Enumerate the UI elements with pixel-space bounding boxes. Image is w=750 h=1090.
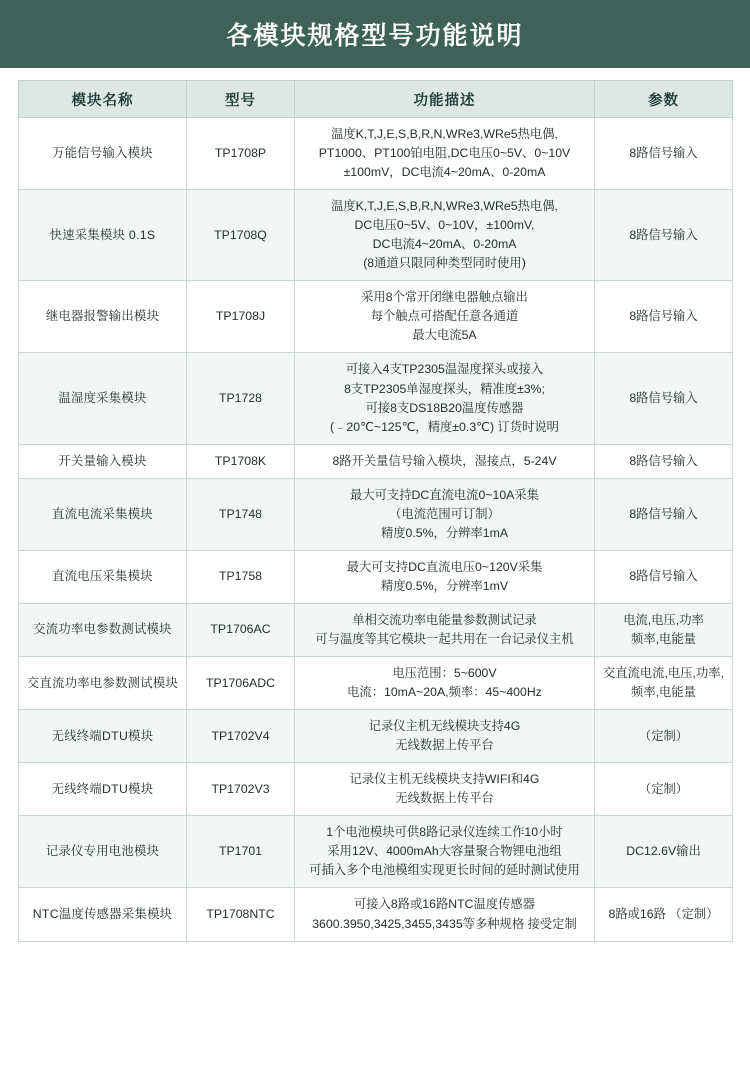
cell-module-name: 直流电流采集模块: [19, 478, 187, 550]
parameter-line: 8路信号输入: [629, 309, 698, 324]
parameter-line: （定制）: [638, 781, 689, 796]
cell-parameter: [595, 888, 733, 941]
cell-parameter: [595, 763, 733, 816]
cell-model: TP1706AC: [187, 603, 295, 656]
table-row: [19, 710, 733, 763]
cell-model: TP1706ADC: [187, 657, 295, 710]
cell-function-description: [295, 281, 595, 353]
cell-function-description: [295, 816, 595, 888]
cell-module-name: 快速采集模块 0.1S: [19, 190, 187, 281]
parameter-line: 频率,电能量: [631, 685, 696, 700]
cell-function-description: [295, 603, 595, 656]
function-line: 采用12V、4000mAh大容量聚合物锂电池组: [327, 844, 562, 859]
function-line: PT1000、PT100铂电阻,DC电压0~5V、0~10V: [318, 146, 571, 161]
page-title: 各模块规格型号功能说明: [226, 22, 524, 50]
cell-module-name: 无线终端DTU模块: [19, 763, 187, 816]
cell-function-description: [295, 353, 595, 444]
cell-function-description: [295, 710, 595, 763]
cell-module-name: 交流功率电参数测试模块: [19, 603, 187, 656]
spec-table-container: [0, 68, 750, 950]
page-banner: [0, 0, 750, 68]
function-line: 精度0.5%，分辨率1mA: [380, 525, 509, 540]
function-line: 可接入4支TP2305温湿度探头或接入: [345, 362, 544, 377]
table-header-row: [19, 81, 733, 118]
column-header-parameter: 参数: [595, 81, 733, 118]
cell-model: TP1708Q: [187, 190, 295, 281]
function-line: 每个触点可搭配任意各通道: [370, 309, 519, 324]
cell-parameter: [595, 190, 733, 281]
function-line: DC电流4~20mA、0-20mA: [372, 237, 517, 252]
cell-parameter: [595, 550, 733, 603]
cell-model: TP1702V3: [187, 763, 295, 816]
cell-function-description: [295, 444, 595, 478]
cell-model: TP1748: [187, 478, 295, 550]
cell-module-name: 继电器报警输出模块: [19, 281, 187, 353]
cell-module-name: 万能信号输入模块: [19, 118, 187, 190]
function-line: （电流范围可订制）: [389, 506, 500, 521]
function-line: 可与温度等其它模块一起共用在一台记录仪主机: [315, 631, 574, 646]
function-line: 无线数据上传平台: [395, 791, 494, 806]
parameter-line: 8路信号输入: [629, 453, 698, 468]
table-row: [19, 444, 733, 478]
function-line: 采用8个常开闭继电器触点输出: [361, 290, 528, 305]
function-line: 1个电池模块可供8路记录仪连续工作10小时: [326, 825, 563, 840]
cell-model: TP1708NTC: [187, 888, 295, 941]
function-line: 温度K,T,J,E,S,B,R,N,WRe3,WRe5热电偶,: [331, 199, 558, 214]
table-row: [19, 478, 733, 550]
function-line: 可接8支DS18B20温度传感器: [365, 400, 524, 415]
function-line: ±100mV，DC电流4~20mA、0-20mA: [343, 165, 546, 180]
cell-module-name: 开关量输入模块: [19, 444, 187, 478]
parameter-line: 8路信号输入: [629, 391, 698, 406]
cell-model: TP1702V4: [187, 710, 295, 763]
parameter-line: 8路信号输入: [629, 569, 698, 584]
function-line: 最大可支持DC直流电压0~120V采集: [346, 559, 543, 574]
cell-function-description: [295, 888, 595, 941]
function-line: 8路开关量信号输入模块，湿接点，5-24V: [332, 453, 557, 468]
function-line: 单相交流功率电能量参数测试记录: [352, 612, 537, 627]
table-row: [19, 603, 733, 656]
function-line: 精度0.5%，分辨率1mV: [380, 578, 509, 593]
cell-function-description: [295, 190, 595, 281]
parameter-line: DC12.6V输出: [626, 844, 701, 859]
parameter-line: 8路或16路 （定制）: [608, 906, 719, 921]
function-line: 无线数据上传平台: [395, 738, 494, 753]
table-row: [19, 657, 733, 710]
cell-function-description: [295, 478, 595, 550]
table-row: [19, 353, 733, 444]
cell-parameter: [595, 444, 733, 478]
function-line: 8支TP2305单湿度探头，精准度±3%;: [344, 381, 545, 396]
cell-model: TP1708J: [187, 281, 295, 353]
function-line: 可接入8路或16路NTC温度传感器: [353, 897, 536, 912]
table-row: [19, 816, 733, 888]
cell-function-description: [295, 118, 595, 190]
cell-module-name: NTC温度传感器采集模块: [19, 888, 187, 941]
table-row: [19, 190, 733, 281]
function-line: 3600.3950,3425,3455,3435等多种规格 接受定制: [312, 916, 577, 931]
column-header-module-name: 模块名称: [19, 81, 187, 118]
table-row: [19, 550, 733, 603]
cell-model: TP1758: [187, 550, 295, 603]
cell-model: TP1708K: [187, 444, 295, 478]
cell-parameter: [595, 281, 733, 353]
cell-function-description: [295, 550, 595, 603]
table-body: [19, 118, 733, 942]
cell-parameter: [595, 478, 733, 550]
cell-model: TP1701: [187, 816, 295, 888]
cell-module-name: 温湿度采集模块: [19, 353, 187, 444]
cell-model: TP1728: [187, 353, 295, 444]
cell-module-name: 直流电压采集模块: [19, 550, 187, 603]
parameter-line: 8路信号输入: [629, 146, 698, 161]
cell-parameter: [595, 657, 733, 710]
parameter-line: 频率,电能量: [631, 631, 696, 646]
function-line: 记录仪主机无线模块支持4G: [368, 719, 521, 734]
cell-parameter: [595, 603, 733, 656]
parameter-line: 8路信号输入: [629, 506, 698, 521]
function-line: 最大可支持DC直流电流0~10A采集: [350, 487, 539, 502]
cell-function-description: [295, 657, 595, 710]
cell-parameter: [595, 816, 733, 888]
function-line: (﹣20℃~125℃，精度±0.3℃) 订货时说明: [330, 419, 559, 434]
cell-parameter: [595, 118, 733, 190]
function-line: 记录仪主机无线模块支持WIFI和4G: [349, 772, 540, 787]
cell-parameter: [595, 353, 733, 444]
table-row: [19, 888, 733, 941]
cell-model: TP1708P: [187, 118, 295, 190]
column-header-model: 型号: [187, 81, 295, 118]
cell-parameter: [595, 710, 733, 763]
cell-module-name: 无线终端DTU模块: [19, 710, 187, 763]
cell-function-description: [295, 763, 595, 816]
column-header-function: 功能描述: [295, 81, 595, 118]
parameter-line: （定制）: [638, 728, 689, 743]
function-line: 最大电流5A: [412, 328, 477, 343]
table-row: [19, 118, 733, 190]
function-line: 电流：10mA~20A,频率：45~400Hz: [347, 685, 542, 700]
function-line: 温度K,T,J,E,S,B,R,N,WRe3,WRe5热电偶,: [331, 127, 558, 141]
function-line: (8通道只限同种类型同时使用): [363, 256, 526, 271]
table-head: [19, 81, 733, 118]
function-line: DC电压0~5V、0~10V，±100mV,: [354, 218, 535, 233]
table-row: [19, 763, 733, 816]
cell-module-name: 记录仪专用电池模块: [19, 816, 187, 888]
function-line: 电压范围：5~600V: [392, 666, 497, 681]
table-row: [19, 281, 733, 353]
cell-module-name: 交直流功率电参数测试模块: [19, 657, 187, 710]
function-line: 可插入多个电池模组实现更长时间的延时测试使用: [309, 863, 580, 878]
module-spec-table: [18, 80, 733, 942]
parameter-line: 电流,电压,功率: [623, 612, 704, 627]
parameter-line: 交直流电流,电压,功率,: [603, 666, 724, 681]
parameter-line: 8路信号输入: [629, 227, 698, 242]
